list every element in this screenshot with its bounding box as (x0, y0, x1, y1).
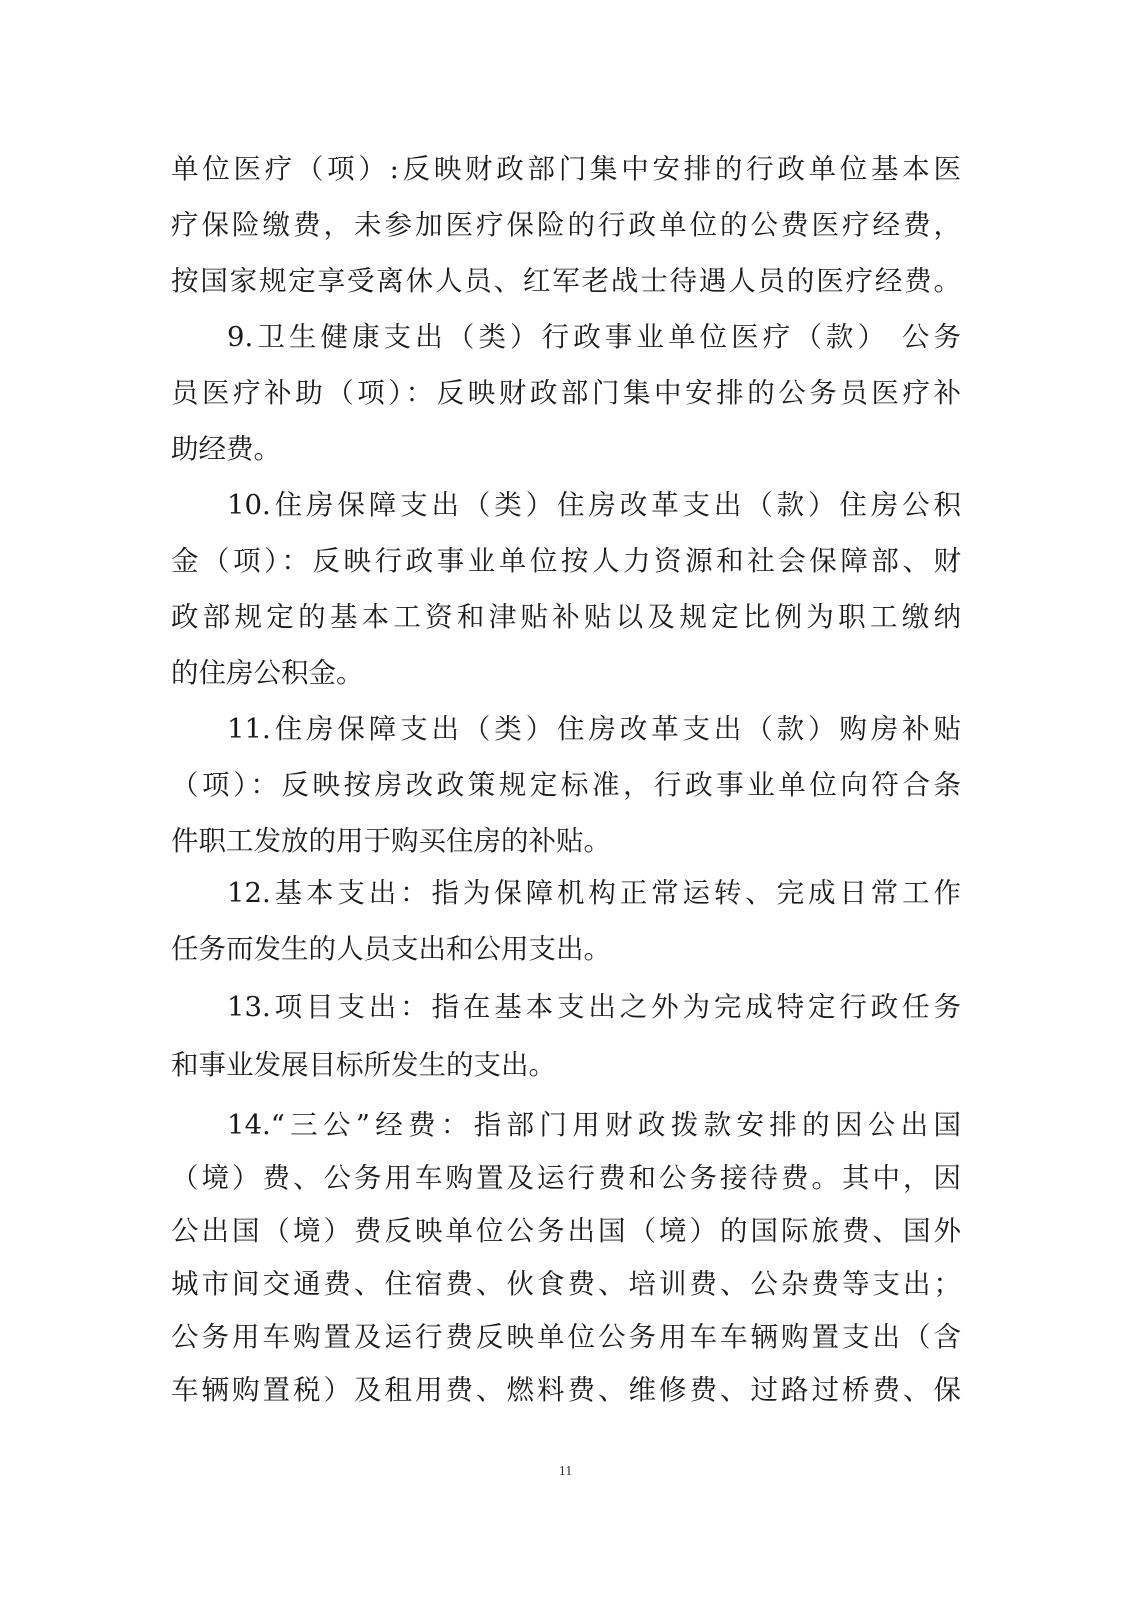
text-line: 14.“三公”经费：指部门用财政拨款安排的因公出国 (227, 1109, 961, 1141)
text-line: 9.卫生健康支出（类）行政事业单位医疗（款） 公务 (227, 321, 961, 353)
text-line: 疗保险缴费，未参加医疗保险的行政单位的公费医疗经费， (171, 209, 961, 241)
text-line: 助经费。 (171, 433, 281, 465)
text-line: 11.住房保障支出（类）住房改革支出（款）购房补贴 (227, 713, 961, 745)
page-number: 11 (558, 1464, 573, 1479)
text-line: 和事业发展目标所发生的支出。 (171, 1049, 556, 1081)
text-line: 单位医疗（项）:反映财政部门集中安排的行政单位基本医 (171, 153, 961, 185)
text-line: 的住房公积金。 (171, 657, 364, 689)
text-line: 车辆购置税）及租用费、燃料费、维修费、过路过桥费、保 (171, 1374, 961, 1406)
text-line: 12.基本支出：指为保障机构正常运转、完成日常工作 (227, 877, 961, 909)
text-line: 按国家规定享受离休人员、红军老战士待遇人员的医疗经费。 (171, 265, 961, 297)
text-line: 任务而发生的人员支出和公用支出。 (171, 933, 611, 965)
text-line: （境）费、公务用车购置及运行费和公务接待费。其中，因 (171, 1162, 961, 1194)
text-line: 公务用车购置及运行费反映单位公务用车车辆购置支出（含 (171, 1321, 961, 1353)
text-line: 公出国（境）费反映单位公务出国（境）的国际旅费、国外 (171, 1215, 961, 1247)
text-line: 城市间交通费、住宿费、伙食费、培训费、公杂费等支出； (171, 1268, 961, 1300)
text-line: 金（项）：反映行政事业单位按人力资源和社会保障部、财 (171, 545, 961, 577)
text-line: 政部规定的基本工资和津贴补贴以及规定比例为职工缴纳 (171, 601, 961, 633)
text-line: 员医疗补助（项）：反映财政部门集中安排的公务员医疗补 (171, 377, 961, 409)
text-line: 10.住房保障支出（类）住房改革支出（款）住房公积 (227, 489, 961, 521)
text-line: （项）：反映按房改政策规定标准，行政事业单位向符合条 (171, 769, 961, 801)
text-line: 件职工发放的用于购买住房的补贴。 (171, 825, 611, 857)
text-line: 13.项目支出：指在基本支出之外为完成特定行政任务 (227, 991, 961, 1023)
